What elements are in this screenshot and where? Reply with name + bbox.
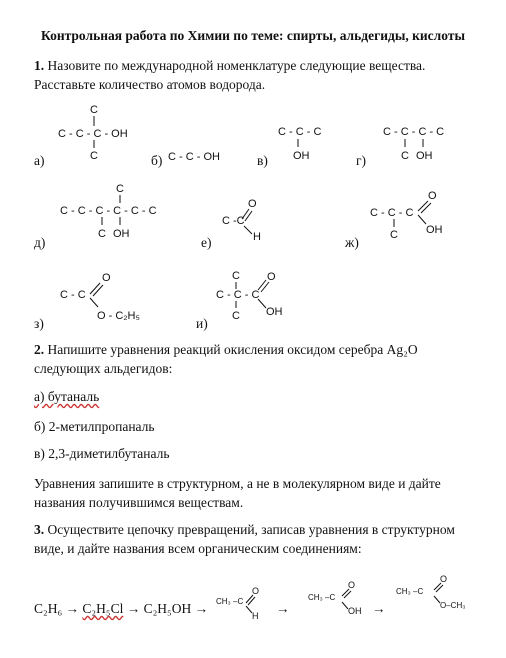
svg-text:C: C: [232, 270, 240, 282]
svg-text:C - C - C: C - C - C: [278, 126, 322, 138]
formula-b: [168, 148, 238, 164]
task1-question: Назовите по международной номенклатуре следующие вещества. Расставьте количество атомов водорода.: [34, 58, 426, 92]
formula-acetic-acid: [308, 578, 378, 618]
svg-text:O–CH₃: O–CH₃: [440, 601, 466, 610]
svg-text:C: C: [90, 150, 98, 162]
chain-c2h5oh: C₂H₅OH: [143, 601, 192, 616]
svg-text:C - C - OH: C - C - OH: [168, 151, 220, 163]
task2-item-a: [34, 387, 484, 406]
label-v: в): [257, 153, 268, 168]
chain-arrow-2: →: [126, 601, 141, 616]
chain-arrow-3: →: [194, 601, 209, 616]
task3-question: Осуществите цепочку превращений, записав уравнения в структурном виде, и дайте названия всем органическим соединениям:: [34, 522, 455, 556]
chain-c2h6: C₂H₆: [34, 601, 63, 616]
svg-text:C: C: [232, 310, 240, 322]
label-z: з): [34, 316, 44, 331]
task2-item-c: в) 2,3-диметилбутаналь: [34, 446, 170, 461]
svg-text:O: O: [267, 271, 276, 283]
formula-i: [216, 268, 296, 324]
svg-text:C -C: C -C: [222, 215, 245, 227]
reaction-chain: [34, 601, 208, 617]
task2-note: Уравнения запишите в структурном, а не в молекулярном виде и дайте названия получившимся веществам.: [34, 476, 441, 510]
svg-text:C - C: C - C: [60, 289, 86, 301]
label-b: б): [151, 153, 163, 168]
chain-c2h5cl: C₂H₅Cl: [82, 601, 124, 616]
task2-text: [34, 340, 484, 378]
svg-text:C - C - C: C - C - C: [216, 289, 260, 301]
task3-number: 3.: [34, 522, 45, 537]
page-title: Контрольная работа по Химии по теме: спирты, альдегиды, кислоты: [40, 28, 465, 43]
task2-question: Напишите уравнения реакций окисления оксидом серебра Ag₂O следующих альдегидов:: [34, 342, 418, 376]
label-g: г): [356, 153, 367, 168]
svg-text:C - C - C - C: C - C - C - C: [383, 126, 445, 138]
svg-text:CH₃ –C: CH₃ –C: [396, 587, 424, 596]
svg-text:C - C - C: C - C - C: [370, 207, 414, 219]
formula-v: [278, 124, 338, 164]
svg-text:OH: OH: [266, 306, 283, 318]
chain-arrow-4: →: [276, 601, 290, 616]
formula-z: [60, 270, 150, 324]
svg-text:C: C: [401, 150, 409, 162]
task2-item-b: б) 2-метилпропаналь: [34, 419, 155, 434]
formula-methyl-acetate: [396, 572, 486, 612]
svg-text:OH: OH: [348, 606, 362, 616]
formula-g: [383, 124, 453, 164]
task3-text: [34, 520, 484, 558]
formula-e: [222, 196, 272, 242]
task2-number: 2.: [34, 342, 45, 357]
label-d: д): [34, 235, 46, 250]
formula-acetaldehyde: [216, 584, 276, 620]
chain-arrow-5: →: [372, 601, 386, 616]
svg-text:C: C: [98, 228, 106, 240]
svg-text:H: H: [252, 611, 259, 621]
task1-number: 1.: [34, 58, 45, 73]
svg-text:O: O: [252, 586, 260, 596]
task1-text: [34, 56, 484, 94]
svg-text:O: O: [348, 580, 356, 590]
label-e: е): [201, 235, 212, 250]
svg-text:O - C₂H₅: O - C₂H₅: [97, 310, 140, 322]
svg-text:C - C - C - OH: C - C - C - OH: [58, 128, 128, 140]
svg-text:C: C: [390, 229, 398, 241]
task2-item-a-text: а) бутаналь: [34, 389, 100, 404]
svg-text:H: H: [253, 231, 261, 243]
svg-text:O: O: [248, 198, 257, 210]
svg-text:OH: OH: [416, 150, 433, 162]
svg-text:CH₃ –C: CH₃ –C: [308, 593, 336, 602]
svg-text:OH: OH: [293, 150, 310, 162]
chain-arrow-1: →: [65, 601, 80, 616]
svg-text:O: O: [428, 190, 437, 202]
svg-text:OH: OH: [426, 224, 443, 236]
svg-text:C - C - C - C - C - C: C - C - C - C - C - C: [60, 205, 157, 217]
label-zh: ж): [345, 235, 359, 250]
svg-text:O: O: [102, 272, 111, 284]
formula-a: [58, 100, 138, 164]
svg-text:CH₃ –C: CH₃ –C: [216, 597, 244, 606]
label-i: и): [196, 316, 208, 331]
svg-text:C: C: [90, 104, 98, 116]
svg-text:C: C: [116, 183, 124, 195]
svg-text:O: O: [440, 574, 448, 584]
formula-zh: [370, 188, 450, 242]
label-a: а): [34, 153, 45, 168]
formula-d: [60, 180, 170, 242]
svg-text:OH: OH: [113, 228, 130, 240]
